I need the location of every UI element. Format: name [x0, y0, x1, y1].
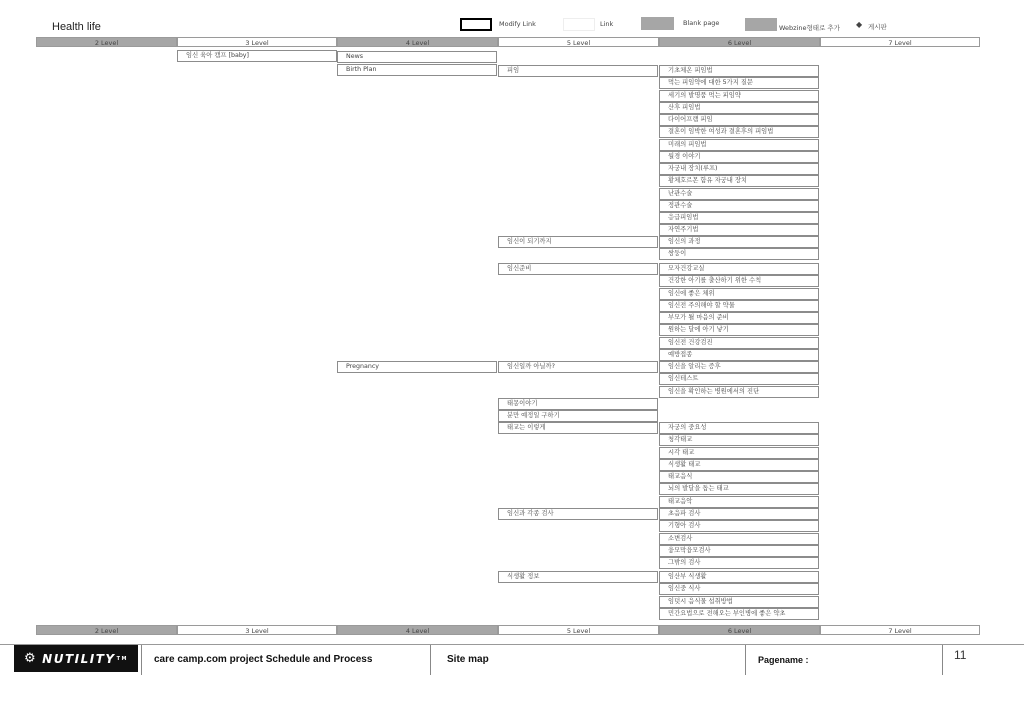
level6-item[interactable]: 임산부 식생활: [659, 571, 819, 583]
level6-item[interactable]: 소변검사: [659, 533, 819, 545]
logo-text: NUTILITY: [42, 651, 116, 666]
diamond-icon: ◆: [856, 20, 863, 29]
legend-modify-link-label: Modify Link: [499, 20, 536, 28]
level-3-header: 3 Level: [177, 37, 337, 47]
level5-prenatal-edu[interactable]: 태교는 이렇게: [498, 422, 658, 434]
level6-item[interactable]: 응급피임법: [659, 212, 819, 224]
level6-item[interactable]: 건강한 아기를 출산하기 위한 수칙: [659, 275, 819, 287]
level6-item[interactable]: 결혼이 임박한 여성과 결혼후의 피임법: [659, 126, 819, 138]
level6-item[interactable]: 난관수술: [659, 188, 819, 200]
level6-item[interactable]: 뇌의 발달을 돕는 태교: [659, 483, 819, 495]
level-7-footer-header: 7 Level: [820, 625, 980, 635]
level6-item[interactable]: 산후 피임법: [659, 102, 819, 114]
level6-item[interactable]: 그밖의 검사: [659, 557, 819, 569]
level6-item[interactable]: 임신의 과정: [659, 236, 819, 248]
level6-item[interactable]: 임덧시 음식물 섭취방법: [659, 596, 819, 608]
level3-baby[interactable]: 임신 육아 캠프 [baby]: [177, 50, 337, 62]
level5-tests[interactable]: 임신과 각종 검사: [498, 508, 658, 520]
level4-birth-plan[interactable]: Birth Plan: [337, 64, 497, 76]
nutility-logo: [14, 645, 138, 672]
level6-item[interactable]: 먹는 피임약에 대한 5가지 질문: [659, 77, 819, 89]
legend-webzine-swatch: [745, 18, 777, 31]
level6-item[interactable]: 태교음악: [659, 496, 819, 508]
level-3-footer-header: 3 Level: [177, 625, 337, 635]
level5-due-date[interactable]: 분만 예정일 구하기: [498, 410, 658, 422]
level6-item[interactable]: 임신중 식사: [659, 583, 819, 595]
level6-item[interactable]: 다이어프램 피임: [659, 114, 819, 126]
level-6-header: 6 Level: [659, 37, 820, 47]
level-7-header: 7 Level: [820, 37, 980, 47]
logo-mark-icon: ⚙: [24, 651, 38, 666]
level6-item[interactable]: 자궁의 중요성: [659, 422, 819, 434]
level5-am-i-pregnant[interactable]: 임신일까 아닐까?: [498, 361, 658, 373]
level6-item[interactable]: 민간요법으로 전해오는 부인병에 좋은 약초: [659, 608, 819, 620]
level6-item[interactable]: 임신테스트: [659, 373, 819, 385]
level6-item[interactable]: 시각 태교: [659, 447, 819, 459]
logo-trademark: TM: [116, 655, 128, 662]
legend-blank-page-swatch: [641, 17, 674, 30]
level6-item[interactable]: 미래의 피임법: [659, 139, 819, 151]
level6-item[interactable]: 임신을 확인하는 병원에서의 진단: [659, 386, 819, 398]
level6-item[interactable]: 초음파 검사: [659, 508, 819, 520]
level6-item[interactable]: 임신전 건강검진: [659, 337, 819, 349]
level6-item[interactable]: 식생활 태교: [659, 459, 819, 471]
level6-item[interactable]: 원하는 달에 아기 낳기: [659, 324, 819, 336]
level6-item[interactable]: 자연주기법: [659, 224, 819, 236]
legend-board-label: 게시판: [868, 23, 887, 31]
level6-item[interactable]: 부모가 될 마음의 준비: [659, 312, 819, 324]
level5-diet[interactable]: 식생활 정보: [498, 571, 658, 583]
level6-item[interactable]: 기초체온 피임법: [659, 65, 819, 77]
level6-item[interactable]: 자궁내 장치(루프): [659, 163, 819, 175]
footer-project: care camp.com project Schedule and Process: [154, 654, 373, 665]
level4-pregnancy[interactable]: Pregnancy: [337, 361, 497, 373]
level6-item[interactable]: 모자건강교실: [659, 263, 819, 275]
level5-fetal-dream[interactable]: 태몽이야기: [498, 398, 658, 410]
legend-link-label: Link: [600, 20, 614, 28]
level6-item[interactable]: 예방접종: [659, 349, 819, 361]
page-title: Health life: [52, 21, 101, 33]
footer-separator-4: [942, 645, 943, 675]
level6-item[interactable]: 정관수술: [659, 200, 819, 212]
level-2-header: 2 Level: [36, 37, 177, 47]
level5-prep[interactable]: 임신준비: [498, 263, 658, 275]
level6-item[interactable]: 세기의 발명품 먹는 피임약: [659, 90, 819, 102]
level-2-footer-header: 2 Level: [36, 625, 177, 635]
level5-contraception[interactable]: 피임: [498, 65, 658, 77]
footer-separator-3: [745, 645, 746, 675]
level-5-footer-header: 5 Level: [498, 625, 659, 635]
level6-item[interactable]: 임신전 주의해야 할 약물: [659, 300, 819, 312]
legend-link-swatch: [563, 18, 595, 31]
level-6-footer-header: 6 Level: [659, 625, 820, 635]
level6-item[interactable]: 쌍둥이: [659, 248, 819, 260]
level4-news[interactable]: News: [337, 51, 497, 63]
legend-webzine-label: Webzine형태로 추가: [779, 24, 840, 32]
level6-item[interactable]: 태교음식: [659, 471, 819, 483]
level-4-header: 4 Level: [337, 37, 498, 47]
level6-item[interactable]: 월경 이야기: [659, 151, 819, 163]
level-4-footer-header: 4 Level: [337, 625, 498, 635]
level6-item[interactable]: 청각태교: [659, 434, 819, 446]
page-number: 11: [954, 648, 967, 662]
footer-separator-1: [141, 645, 142, 675]
footer-separator-2: [430, 645, 431, 675]
legend-modify-link-swatch: [460, 18, 492, 31]
level6-item[interactable]: 기형아 검사: [659, 520, 819, 532]
level6-item[interactable]: 황체호르몬 함유 자궁내 장치: [659, 175, 819, 187]
level5-until-pregnant[interactable]: 임신이 되기까지: [498, 236, 658, 248]
level6-item[interactable]: 임신에 좋은 체위: [659, 288, 819, 300]
footer-section: Site map: [447, 654, 489, 665]
level6-item[interactable]: 융모막융모검사: [659, 545, 819, 557]
level6-item[interactable]: 임신을 알리는 증후: [659, 361, 819, 373]
footer-pagename-label: Pagename :: [758, 655, 809, 665]
legend-blank-page-label: Blank page: [683, 19, 720, 27]
level-5-header: 5 Level: [498, 37, 659, 47]
